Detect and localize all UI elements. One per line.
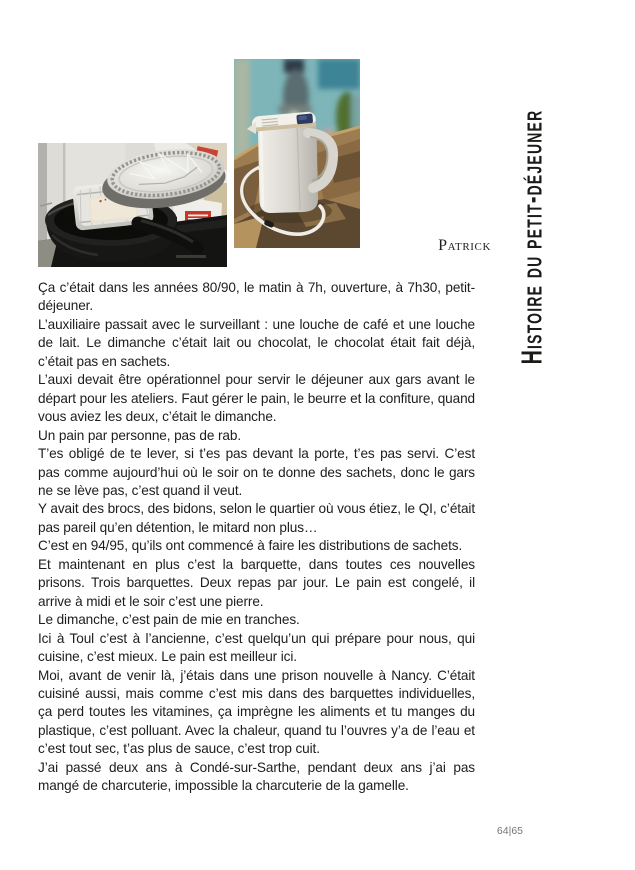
body-paragraph: Un pain par personne, pas de rab. [38,427,242,443]
photo-electric-kettle [234,59,360,248]
kettle-photo-illustration [234,59,360,248]
body-text [38,279,475,796]
body-paragraph: L’auxiliaire passait avec le surveillant : une louche de café et une louche de lait. Le dimanche c’était lait ou chocolat, le chocolat était fait déjà, c’était pas en sachets. [38,316,475,369]
author-name: Patrick [438,237,491,254]
body-paragraph: C’est en 94/95, qu’ils ont commencé à faire les distributions de sachets. [38,538,463,554]
chapter-title: Histoire du petit-déjeuner [516,109,549,365]
body-paragraph: L’auxi devait être opérationnel pour servir le déjeuner aux gars avant le départ pour les ateliers. Faut gérer le pain, le beurre et la confiture, quand vous aviez les deux, c’était le dimanche. [38,372,475,425]
body-paragraph: Moi, avant de venir là, j’étais dans une prison nouvelle à Nancy. C’était cuisiné aussi, mais comme c’est mis dans des barquettes individuelles, ça perd toutes les vitamines, ça imprègne les aliments et tu manges du plastique, c’est polluant. Avec la chaleur, quand tu l’ouvres y’a de l’eau et c’est tout sec, t’as plus de sauce, c’est trop cuit. [38,667,475,757]
body-paragraph: Et maintenant en plus c’est la barquette, dans toutes ces nouvelles prisons. Trois barquettes. Deux repas par jour. Le pain est congelé, il arrive à midi et le soir c’est une pierre. [38,556,475,609]
body-paragraph: Y avait des brocs, des bidons, selon le quartier où vous étiez, le QI, c’était pas pareil qu’en détention, le mitard non plus… [38,501,476,535]
body-paragraph: J’ai passé deux ans à Condé-sur-Sarthe, pendant deux ans j’ai pas mangé de charcuterie, impossible la charcuterie de la gamelle. [38,759,475,794]
chapter-title-wrap [514,94,552,381]
body-paragraph: T’es obligé de te lever, si t’es pas devant la porte, t’es pas servi. C’est pas comme aujourd’hui où le soir on te donne des sachets, donc le gars ne se lève pas, c’est quand il veut. [38,446,475,498]
page-number: 64|65 [496,825,523,837]
body-paragraph: Le dimanche, c’est pain de mie en tranches. [38,612,300,628]
photo-saucepan-foil-trays [38,143,227,267]
body-paragraph: Ici à Toul c’est à l’ancienne, c’est quelqu’un qui prépare pour nous, qui cuisine, c’est mieux. Le pain est meilleur ici. [38,630,475,665]
saucepan-photo-illustration [38,143,227,267]
body-paragraph: Ça c’était dans les années 80/90, le matin à 7h, ouverture, à 7h30, petit-déjeuner. [38,280,475,314]
